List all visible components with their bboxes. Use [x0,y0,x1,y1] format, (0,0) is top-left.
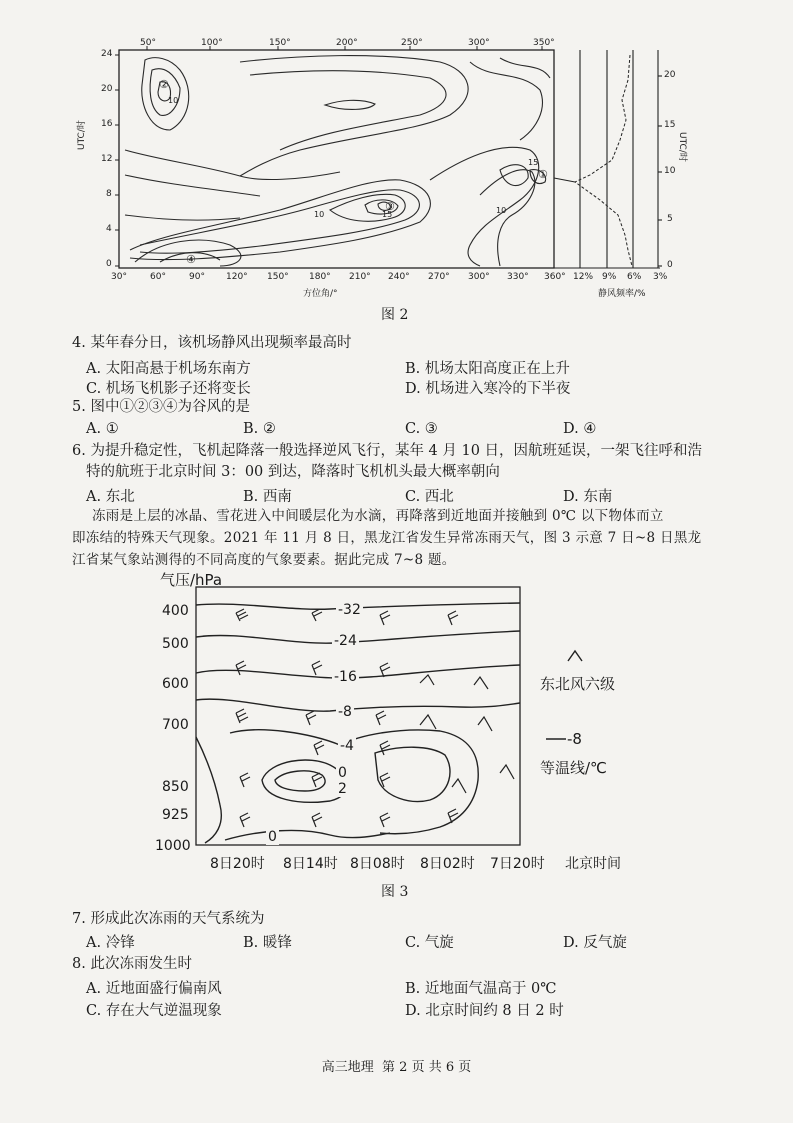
fig2-freq-tick: 12% [573,272,594,282]
fig3-legend-isotherm-value: -8 [567,730,582,748]
q5-option-a: A. ① [86,421,119,437]
fig3-pressure-level: 500 [162,636,189,652]
q4-option-c: C. 机场飞机影子还将变长 [86,381,251,397]
fig2-bottom-tick: 360° [544,272,566,282]
legend-wind-symbol [568,651,582,661]
passage-line-1: 冻雨是上层的冰晶、雪花进入中间暖层化为水滴，再降落到近地面并接触到 0℃ 以下物体而立 [92,508,664,524]
fig3-y-title: 气压/hPa [160,571,223,589]
q8-option-c: C. 存在大气逆温现象 [86,1003,222,1019]
fig3-legend-wind: 东北风六级 [540,675,616,693]
fig3-time-label: 8日02时 [420,856,475,872]
figure-3 [0,565,793,905]
fig2-circled-mark: ④ [186,253,196,266]
fig3-time-label: 8日20时 [210,856,265,872]
fig3-time-label: 8日14时 [283,856,338,872]
fig2-left-tick: 4 [106,224,112,234]
fig2-bottom-tick: 120° [226,272,248,282]
q7-option-a: A. 冷锋 [86,935,135,951]
fig2-left-tick: 20 [101,84,113,94]
figure-2-chart [0,0,793,300]
fig3-caption: 图 3 [381,884,409,900]
fig2-right-axis-label: UTC/时 [677,132,687,162]
fig3-pressure-level: 1000 [155,838,191,854]
fig2-contour-label: 10 [314,210,325,219]
fig3-pressure-level: 700 [162,717,189,733]
fig2-freq-axis-label: 静风频率/% [598,289,646,299]
fig2-top-tick: 250° [401,38,423,48]
q8-option-d: D. 北京时间约 8 日 2 时 [405,1003,564,1019]
fig2-top-tick: 300° [468,38,490,48]
fig2-bottom-tick: 30° [111,272,127,282]
fig2-top-tick: 100° [201,38,223,48]
fig3-legend-isotherm: 等温线/℃ [540,759,607,777]
fig2-bottom-tick: 90° [189,272,205,282]
fig2-contour-label: 15 [528,158,539,167]
q6-stem-line2: 特的航班于北京时间 3：00 到达，降落时飞机机头最大概率朝向 [86,464,500,480]
fig2-bottom-tick: 330° [507,272,529,282]
fig3-pressure-level: 600 [162,676,189,692]
fig2-right-tick: 5 [667,214,673,224]
q7-option-b: B. 暖锋 [243,935,292,951]
fig2-top-tick: 50° [140,38,156,48]
fig3-pressure-level: 850 [162,779,189,795]
fig2-right-tick: 15 [664,120,676,130]
q7-option-c: C. 气旋 [405,935,454,951]
fig2-top-tick: 150° [269,38,291,48]
q8-option-b: B. 近地面气温高于 0℃ [405,981,557,997]
fig2-circled-mark: ③ [385,200,395,213]
fig2-top-tick: 200° [336,38,358,48]
fig2-left-tick: 24 [101,49,113,59]
q5-option-d: D. ④ [563,421,597,437]
fig2-left-tick: 16 [101,119,113,129]
q5-stem: 5. 图中①②③④为谷风的是 [72,399,250,415]
fig3-isotherm-label: 0 [338,765,347,781]
fig2-right-tick: 10 [664,166,676,176]
fig3-time-label: 北京时间 [565,856,621,872]
q5-option-c: C. ③ [405,421,438,437]
q4-stem: 4. 某年春分日，该机场静风出现频率最高时 [72,335,352,351]
fig2-left-tick: 8 [106,189,112,199]
q4-option-a: A. 太阳高悬于机场东南方 [86,361,251,377]
fig2-left-tick: 12 [101,154,113,164]
q6-option-a: A. 东北 [86,489,135,505]
fig2-left-tick: 0 [106,259,112,269]
fig3-pressure-level: 925 [162,807,189,823]
q7-stem: 7. 形成此次冻雨的天气系统为 [72,911,265,927]
fig3-isotherm-label: 2 [338,781,347,797]
passage-line-2: 即冻结的特殊天气现象。2021 年 11 月 8 日，黑龙江省发生异常冻雨天气，图 3 示意 7 日~8 日黑龙 [72,530,702,546]
q6-option-b: B. 西南 [243,489,292,505]
fig2-bottom-tick: 150° [267,272,289,282]
fig2-circled-mark: ② [159,78,169,91]
fig3-isotherm-label: -8 [338,704,352,720]
fig2-contour-label: 15 [382,210,393,219]
fig2-bottom-tick: 210° [349,272,371,282]
fig3-isotherm-label: -4 [340,738,354,754]
q6-option-c: C. 西北 [405,489,454,505]
fig2-freq-tick: 3% [653,272,668,282]
fig2-bottom-tick: 180° [309,272,331,282]
fig2-contour-label: 10 [168,96,179,105]
passage-line-3: 江省某气象站测得的不同高度的气象要素。据此完成 7~8 题。 [72,552,456,568]
q6-stem-line1: 6. 为提升稳定性，飞机起降落一般选择逆风飞行，某年 4 月 10 日，因航班延误，一架飞往呼和浩 [72,443,703,459]
fig3-isotherm-label: 0 [268,829,277,845]
figure-3-chart [0,565,793,885]
fig3-isotherm-label: -24 [334,633,357,649]
page-footer: 高三地理 第 2 页 共 6 页 [321,1060,472,1075]
q7-option-d: D. 反气旋 [563,935,627,951]
fig2-bottom-tick: 270° [428,272,450,282]
fig3-isotherm-label: -16 [334,669,357,685]
fig3-pressure-level: 400 [162,603,189,619]
fig2-circled-mark: ① [538,168,548,181]
fig2-freq-tick: 9% [602,272,617,282]
q4-option-d: D. 机场进入寒冷的下半夜 [405,381,571,397]
q4-option-b: B. 机场太阳高度正在上升 [405,361,570,377]
figure-2 [0,0,793,323]
fig2-left-axis-label: UTC/时 [77,120,87,150]
fig2-bottom-tick: 60° [150,272,166,282]
fig2-contour-label: 10 [496,206,507,215]
fig2-bottom-axis-label: 方位角/° [303,289,338,299]
q6-option-d: D. 东南 [563,489,613,505]
fig2-bottom-tick: 300° [468,272,490,282]
fig3-time-label: 7日20时 [490,856,545,872]
fig2-bottom-tick: 240° [388,272,410,282]
fig3-isotherm-label: -32 [338,602,361,618]
fig2-right-tick: 20 [664,70,676,80]
q8-option-a: A. 近地面盛行偏南风 [86,981,222,997]
q8-stem: 8. 此次冻雨发生时 [72,956,192,972]
fig3-time-label: 8日08时 [350,856,405,872]
fig2-top-tick: 350° [533,38,555,48]
fig2-freq-tick: 6% [627,272,642,282]
fig2-caption: 图 2 [381,307,409,323]
fig2-right-tick: 0 [667,260,673,270]
q5-option-b: B. ② [243,421,276,437]
